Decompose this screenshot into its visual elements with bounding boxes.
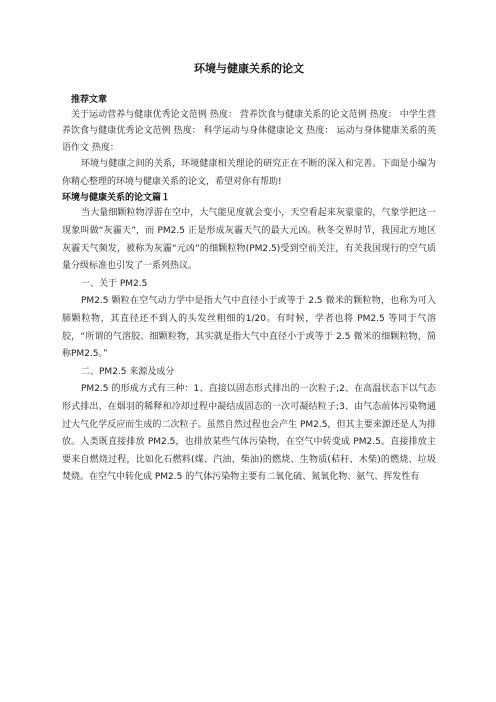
body-paragraph: PM2.5 颗粒在空气动力学中是指大气中直径小于或等于 2.5 微米的颗粒物，也称为可入肺颗粒物，其直径还不到人的头发丝粗细的1/20。有时候，学者也将 PM2.5 等同于气溶胶，“所谓的气溶胶、细颗粒物，其实就是指大气中直径小于或等于 2.5 微米的细颗粒物，简称PM2.5。” xyxy=(62,296,436,360)
section-subheading: 一、关于 PM2.5 xyxy=(81,278,148,289)
recommend-articles-text: 关于运动营养与健康优秀论文范例 热度： 营养饮食与健康关系的论文范例 热度： 中学生营养饮食与健康优秀论文范例 热度： 科学运动与身体健康论文 热度： 运动与身体健康关系的英语作文 热度： xyxy=(62,110,436,153)
intro-paragraph: 环境与健康之间的关系，环境健康相关理论的研究正在不断的深入和完善。下面是小编为你精心整理的环境与健康关系的论文，希望对你有帮助! xyxy=(62,159,436,187)
article-heading: 环境与健康关系的论文篇１ xyxy=(62,193,171,204)
document-page xyxy=(62,62,436,487)
document-title: 环境与健康关系的论文 xyxy=(194,62,304,75)
recommend-heading: 推荐文章 xyxy=(71,95,108,105)
body-paragraph: 当大量细颗粒物浮游在空中，大气能见度就会变小，天空看起来灰蒙蒙的，气象学把这一现象叫做“灰霾天”，而 PM2.5 正是形成灰霾天气的最大元凶。秋冬交界时节，我国北方地区灰霾天气频发，被称为灰霾“元凶”的细颗粒物(PM2.5)受到空前关注，有关我国现行的空气质量分级标准也引发了一系列热议。 xyxy=(62,208,436,272)
section-subheading: 二、PM2.5 来源及成分 xyxy=(81,366,175,377)
body-paragraph: PM2.5 的形成方式有三种：1、直接以固态形式排出的一次粒子;2、在高温状态下以气态形式排出、在烟羽的稀释和冷却过程中凝结成固态的一次可凝结粒子;3、由气态前体污染物通过大气化学反应而生成的二次粒子。虽然自然过程也会产生 PM2.5，但其主要来源还是人为排放。人类既直接排放 PM2.5，也排放某些气体污染物，在空气中转变成 PM2.5。直接排放主要来自燃烧过程，比如化石燃料(煤、汽油、柴油)的燃烧、生物质(秸秆、木柴)的燃烧、垃圾焚烧。在空气中转化成 PM2.5 的气体污染物主要有二氧化硫、氮氧化物、氨气、挥发性有 xyxy=(62,384,436,483)
